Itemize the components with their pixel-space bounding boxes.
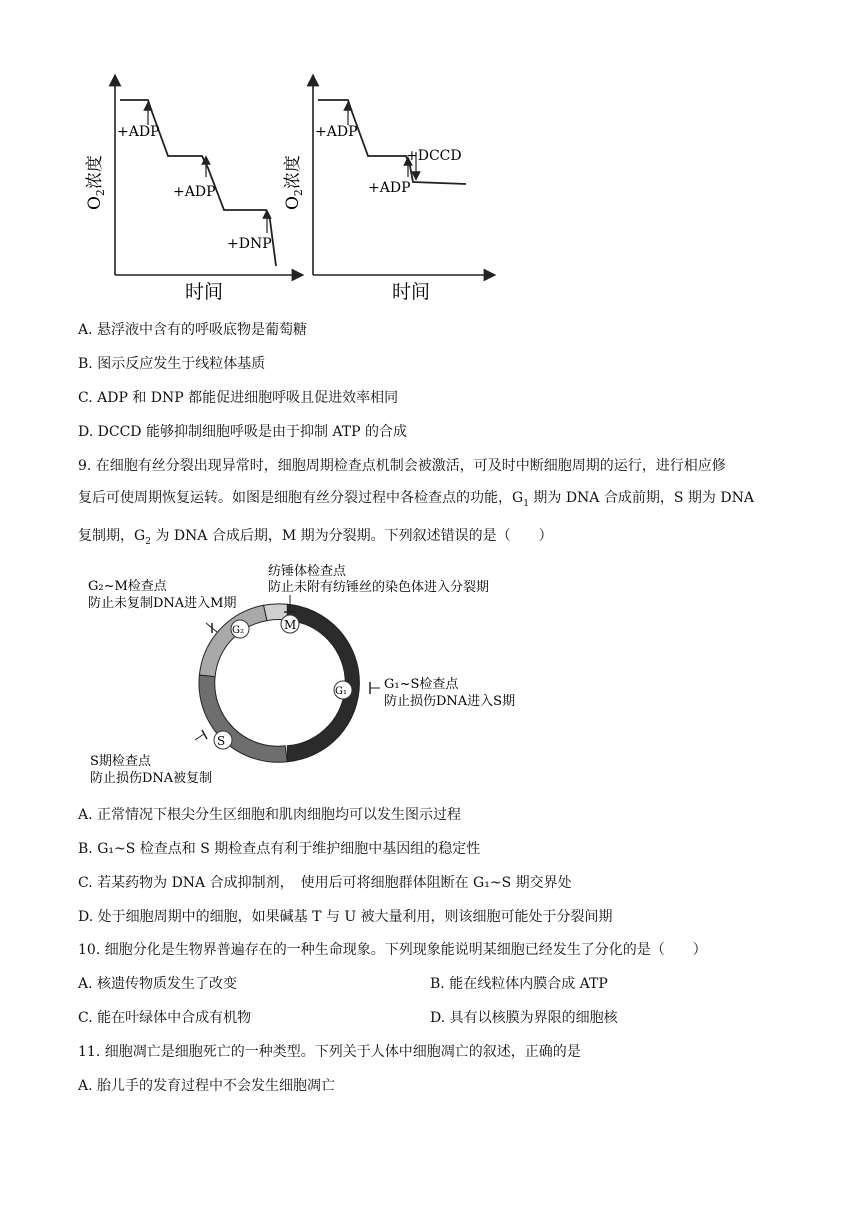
left-y-label bbox=[85, 155, 107, 210]
g2m-checkpoint-title: G₂~M检查点 bbox=[88, 579, 167, 594]
label-g2: G₂ bbox=[232, 625, 244, 636]
label-g1: G₁ bbox=[335, 686, 347, 697]
svg-text:O2浓度: $O_2$浓度 bbox=[283, 155, 305, 210]
o2-graphs-figure bbox=[70, 70, 510, 310]
spindle-checkpoint-title: 纺锤体检查点 bbox=[268, 564, 347, 579]
spindle-checkpoint-desc: 防止未附有纺锤丝的染色体进入分裂期 bbox=[268, 580, 490, 595]
q8-option-b: B. 图示反应发生于线粒体基质 bbox=[78, 356, 266, 372]
label-s: S bbox=[217, 734, 226, 748]
right-annot-dccd: +DCCD bbox=[406, 148, 462, 164]
left-x-label: 时间 bbox=[185, 281, 224, 303]
svg-text:O2浓度: $O_2$浓度 bbox=[85, 155, 107, 210]
q9-stem-line-3: 复制期，$G_2$ 为 DNA 合成后期，M 期为分裂期。下列叙述错误的是（ ） bbox=[78, 527, 553, 547]
q8-option-d: D. DCCD 能够抑制细胞呼吸是由于抑制 ATP 的合成 bbox=[78, 424, 407, 440]
g1s-checkpoint-desc: 防止损伤DNA进入S期 bbox=[384, 694, 516, 709]
left-annot-adp-1: +ADP bbox=[117, 124, 160, 140]
right-o2-graph bbox=[283, 80, 490, 303]
cell-cycle-diagram bbox=[80, 560, 550, 785]
g2-segment bbox=[199, 605, 267, 676]
q10-stem: 10. 细胞分化是生物界普遍存在的一种生命现象。下列现象能说明某细胞已经发生了分化的是（ ） bbox=[78, 942, 707, 958]
q9-option-a: A. 正常情况下根尖分生区细胞和肌肉细胞均可以发生图示过程 bbox=[78, 807, 462, 823]
q8-option-a: A. 悬浮液中含有的呼吸底物是葡萄糖 bbox=[78, 322, 308, 338]
q9-stem-line-2: 复后可使周期恢复运转。如图是细胞有丝分裂过程中各检查点的功能，$G_1$ 期为 DNA 合成前期，S 期为 DNA bbox=[78, 490, 754, 509]
q9-stem bbox=[78, 450, 784, 558]
label-m: M bbox=[284, 618, 297, 632]
q9-stem-line-1: 9. 在细胞有丝分裂出现异常时，细胞周期检查点机制会被激活，可及时中断细胞周期的运行，进行相应修 bbox=[78, 458, 726, 474]
left-annot-dnp: +DNP bbox=[227, 236, 272, 252]
g1s-checkpoint-title: G₁~S检查点 bbox=[384, 677, 459, 692]
left-annot-adp-2: +ADP bbox=[173, 184, 216, 200]
s-checkpoint-title: S期检查点 bbox=[90, 754, 151, 769]
right-o2-curve bbox=[318, 100, 466, 184]
right-annot-adp-2: +ADP bbox=[368, 180, 411, 196]
q8-option-c: C. ADP 和 DNP 都能促进细胞呼吸且促进效率相同 bbox=[78, 390, 399, 406]
q11-option-a: A. 胎儿手的发育过程中不会发生细胞凋亡 bbox=[78, 1078, 336, 1094]
right-annot-adp-1: +ADP bbox=[315, 124, 358, 140]
right-y-label bbox=[283, 155, 305, 210]
q10-option-d: D. 具有以核膜为界限的细胞核 bbox=[430, 1010, 618, 1026]
q10-option-a: A. 核遗传物质发生了改变 bbox=[78, 976, 238, 992]
q11-stem: 11. 细胞凋亡是细胞死亡的一种类型。下列关于人体中细胞凋亡的叙述，正确的是 bbox=[78, 1044, 581, 1060]
q10-option-c: C. 能在叶绿体中合成有机物 bbox=[78, 1010, 252, 1026]
s-checkpoint-desc: 防止损伤DNA被复制 bbox=[90, 771, 213, 785]
q9-option-c: C. 若某药物为 DNA 合成抑制剂， 使用后可将细胞群体阻断在 G₁~S 期交界处 bbox=[78, 875, 572, 891]
q9-option-b: B. G₁~S 检查点和 S 期检查点有利于维护细胞中基因组的稳定性 bbox=[78, 841, 481, 857]
q9-option-d: D. 处于细胞周期中的细胞，如果碱基 T 与 U 被大量利用，则该细胞可能处于分裂间期 bbox=[78, 909, 613, 925]
right-x-label: 时间 bbox=[392, 281, 431, 303]
s-segment bbox=[199, 675, 287, 762]
left-o2-graph bbox=[85, 80, 298, 303]
g2m-checkpoint-desc: 防止未复制DNA进入M期 bbox=[88, 596, 237, 611]
q10-option-b: B. 能在线粒体内膜合成 ATP bbox=[430, 976, 608, 992]
